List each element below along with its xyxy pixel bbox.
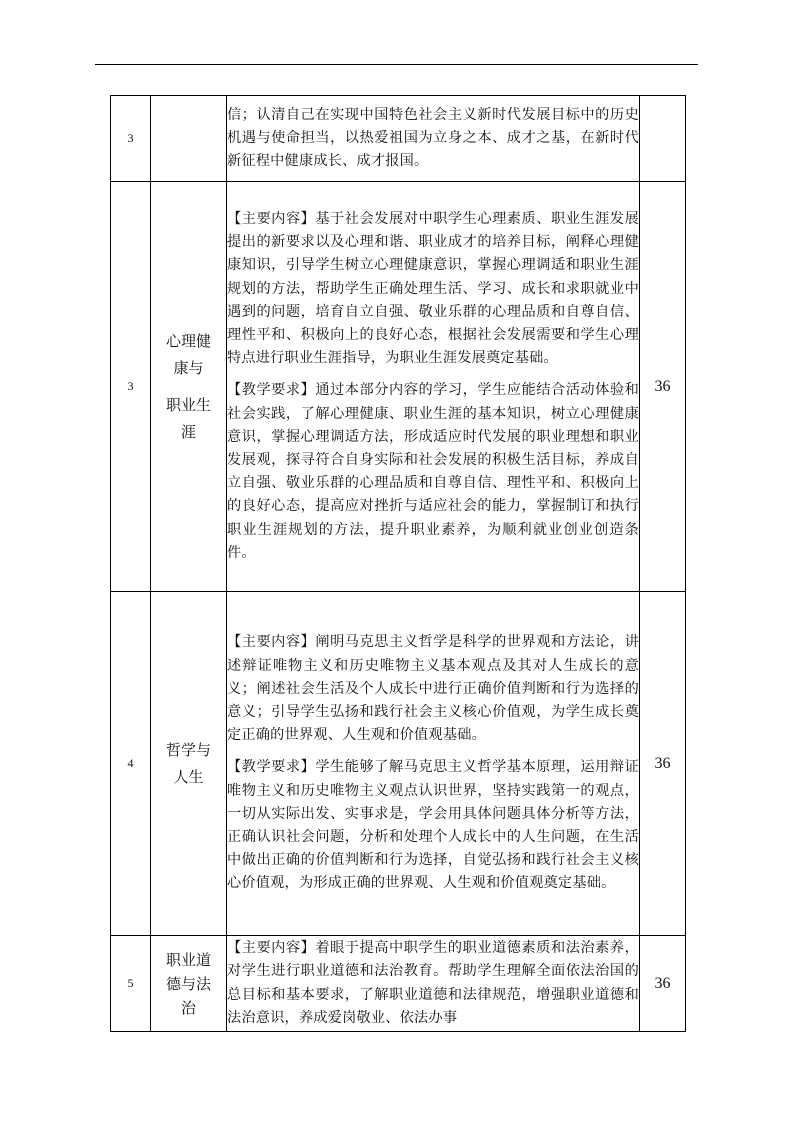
course-hours: 36 bbox=[640, 936, 686, 1032]
paragraph-teaching-requirements: 【教学要求】学生能够了解马克思主义哲学基本原理，运用辩证唯物主义和历史唯物主义观点认识世界，坚持实践第一的观点，一切从实际出发、实事求是，学会用具体问题具体分析等方法，正确认识社会问题，分析和处理个人成长中的人生问题，在生活中做出正确的价值判断和行为选择，自觉弘扬和践行社会主义核心价值观，为形成正确的世界观、人生观和价值观奠定基础。 bbox=[227, 759, 639, 892]
course-name bbox=[151, 936, 227, 1032]
table-row bbox=[111, 936, 686, 1032]
course-hours: 36 bbox=[640, 182, 686, 592]
row-number: 4 bbox=[111, 592, 151, 936]
course-name-line: 德与法 bbox=[165, 974, 211, 993]
course-description bbox=[227, 96, 640, 182]
table-row bbox=[111, 592, 686, 936]
course-description bbox=[227, 592, 640, 936]
course-name-line: 哲学与 bbox=[165, 740, 211, 759]
table-row bbox=[111, 182, 686, 592]
row-number: 3 bbox=[111, 96, 151, 182]
paragraph: 信；认清自己在实现中国特色社会主义新时代发展目标中的历史机遇与使命担当，以热爱祖国为立身之本、成才之基，在新时代新征程中健康成长、成才报国。 bbox=[227, 106, 639, 170]
course-description bbox=[227, 182, 640, 592]
course-hours: 36 bbox=[640, 592, 686, 936]
course-name bbox=[151, 96, 227, 182]
course-name-line: 心理健 bbox=[165, 331, 211, 350]
table-row bbox=[111, 96, 686, 182]
header-rule bbox=[95, 64, 698, 65]
course-name-line: 治 bbox=[180, 998, 196, 1017]
course-hours bbox=[640, 96, 686, 182]
course-name-line: 康与 bbox=[173, 358, 204, 377]
course-name-line: 职业道 bbox=[165, 950, 211, 969]
course-table bbox=[110, 95, 686, 1032]
course-name-line: 涯 bbox=[180, 422, 196, 441]
paragraph-main-content: 【主要内容】基于社会发展对中职学生心理素质、职业生涯发展提出的新要求以及心理和谐、职业成才的培养目标，阐释心理健康知识，引导学生树立心理健康意识，掌握心理调适和职业生涯规划的方法，帮助学生正确处理生活、学习、成长和求职就业中遇到的问题，培育自立自强、敬业乐群的心理品质和自尊自信、理性平和、积极向上的良好心态，根据社会发展需要和学生心理特点进行职业生涯指导，为职业生涯发展奠定基础。 bbox=[227, 210, 639, 367]
course-name bbox=[151, 182, 227, 592]
paragraph-teaching-requirements: 【教学要求】通过本部分内容的学习，学生应能结合活动体验和社会实践，了解心理健康、职业生涯的基本知识，树立心理健康意识，掌握心理调适方法，形成适应时代发展的职业理想和职业发展观，探寻符合自身实际和社会发展的积极生活目标，养成自立自强、敬业乐群的心理品质和自尊自信、理性平和、积极向上的良好心态，提高应对挫折与适应社会的能力，掌握制订和执行职业生涯规划的方法，提升职业素养，为顺利就业创业创造条件。 bbox=[227, 382, 639, 561]
paragraph-main-content: 【主要内容】着眼于提高中职学生的职业道德素质和法治素养，对学生进行职业道德和法治教育。帮助学生理解全面依法治国的总目标和基本要求，了解职业道德和法律规范，增强职业道德和法治意识，养成爱岗敬业、依法办事 bbox=[227, 940, 639, 1026]
paragraph-main-content: 【主要内容】阐明马克思主义哲学是科学的世界观和方法论，讲述辩证唯物主义和历史唯物主义基本观点及其对人生成长的意义；阐述社会生活及个人成长中进行正确价值判断和行为选择的意义；引导学生弘扬和践行社会主义核心价值观，为学生成长奠定正确的世界观、人生观和价值观基础。 bbox=[227, 634, 639, 744]
course-name bbox=[151, 592, 227, 936]
row-number: 3 bbox=[111, 182, 151, 592]
course-name-line: 人生 bbox=[173, 767, 204, 786]
row-number: 5 bbox=[111, 936, 151, 1032]
course-description bbox=[227, 936, 640, 1032]
course-name-line: 职业生 bbox=[165, 395, 211, 414]
